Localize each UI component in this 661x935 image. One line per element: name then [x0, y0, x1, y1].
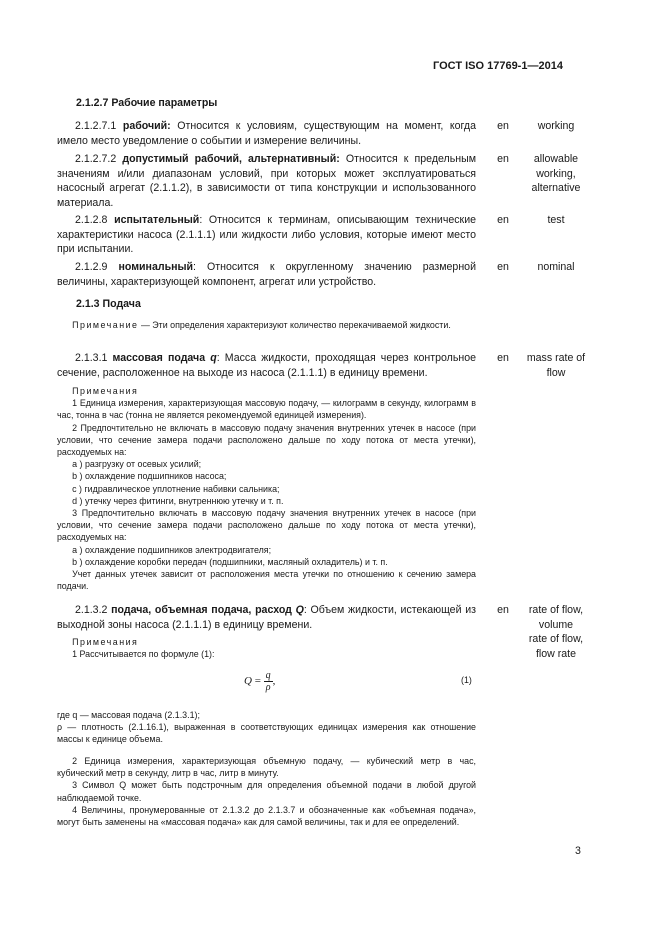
note-flow [57, 319, 476, 331]
formula-lhs: Q [244, 675, 252, 688]
entry-definition: : Относится к терминам, описывающим технические характеристики насоса (2.1.1.1) или жидкости либо условия, которые имеют место при испытании. [57, 214, 477, 256]
english-term: rate of flow, [528, 604, 584, 616]
lang-code: en [497, 604, 509, 616]
english-term: volume [538, 618, 574, 631]
entry-symbol: Q [295, 604, 304, 616]
note-2-item-c: c ) гидравлическое уплотнение набивки сальника; [72, 483, 280, 494]
entry-number: 2.1.2.9 [75, 261, 108, 273]
entry-number: 2.1.2.7.1 [75, 120, 117, 132]
note-3-item-a: а ) охлаждение подшипников электродвигателя; [72, 544, 272, 555]
where-q: где q — массовая подача (2.1.3.1); [57, 710, 200, 720]
entry-term: массовая подача [112, 352, 206, 364]
notes-rate-of-flow-cont [57, 755, 476, 828]
lang-code: en [497, 120, 509, 132]
formula-denominator: ρ [265, 682, 271, 693]
section-heading-2-1-2-7: 2.1.2.7 Рабочие параметры [76, 97, 218, 109]
entry-definition: : Масса жидкости, проходящая через контрольное сечение, расположенное на выходе из насоса (2.1.1.1) в единицу времени. [57, 352, 476, 379]
formula-number: (1) [461, 675, 472, 685]
english-terms [518, 603, 594, 661]
entry-nominal [57, 260, 476, 289]
note-2: 2 Предпочтительно не включать в массовую подачу значения внутренних утечек в насосе (при условии, что сечение замера подачи расположено дальше по ходу потока от места утечки), расходуемых на: [57, 422, 476, 458]
notes-label: Примечания [72, 637, 139, 647]
entry-term: допустимый рабочий, альтернативный: [122, 153, 340, 165]
entry-term: испытательный [114, 214, 200, 226]
formula-comma: , [272, 675, 276, 688]
entry-test [57, 213, 476, 257]
entry-term: рабочий: [122, 120, 171, 132]
note-3: 3 Символ Q может быть подстрочным для определения объемной подачи в любой другой наблюдаемой точке. [57, 780, 476, 803]
lang-code: en [497, 214, 509, 226]
note-3: 3 Предпочтительно включать в массовую подачу значения внутренних утечек в насосе (при условии, что сечение замера подачи расположено дальше по ходу потока от места утечки), расходуемых на: [57, 508, 476, 543]
entry-rate-of-flow [57, 603, 476, 632]
lang-code: en [497, 153, 509, 165]
english-term: flow rate [535, 647, 577, 660]
note-3-text: Учет данных утечек зависит от расположения места утечки по отношению к сечению замера подачи. [57, 569, 476, 592]
notes-rate-of-flow [57, 636, 476, 660]
note-4: 4 Величины, пронумерованные от 2.1.3.2 до 2.1.3.7 и обозначенные как «объемная подача», могут быть заменены на «массовая подача» как для самой величины, так и для ее определений. [57, 804, 476, 828]
entry-term: номинальный [118, 261, 194, 273]
entry-number: 2.1.2.7.2 [75, 153, 117, 165]
english-term: test [547, 214, 565, 226]
formula-fraction [264, 670, 273, 693]
formula-numerator: q [265, 670, 271, 681]
note-1: 1 Единица измерения, характеризующая массовую подачу, — килограмм в секунду, килограмм в час, тонна в час (тонна не является рекомендуемой единицей измерения). [57, 398, 476, 421]
entry-mass-rate [57, 351, 476, 380]
english-term: mass rate of flow [526, 352, 586, 379]
formula-equals: = [254, 675, 261, 688]
entry-definition: Относится к предельным значениям и/или диапазонам условий, при которых может эксплуатироваться насосный агрегат (2.1.1.2), в зависимости от типа конструкции и использованного материала. [57, 153, 476, 209]
entry-number: 2.1.2.8 [75, 214, 108, 226]
document-header: ГОСТ ISO 17769-1—2014 [433, 60, 563, 72]
note-text: — Эти определения характеризуют количество перекачиваемой жидкости. [138, 320, 451, 330]
english-term: working [537, 120, 575, 132]
entry-allowable-working [57, 152, 476, 210]
notes-label: Примечания [72, 386, 139, 396]
entry-working [57, 119, 476, 148]
notes-mass-rate [57, 385, 476, 592]
entry-definition: Относится к условиям, существующим на момент, когда имело место уведомление о событии и измерение величины. [57, 120, 476, 147]
where-rho: ρ — плотность (2.1.16.1), выраженная в соответствующих единицах измерения как отношение массы к единице объема. [57, 722, 476, 745]
entry-definition: : Относится к округленному значению размерной величины, характеризующей компонент, агрегат или устройство. [57, 261, 476, 288]
english-term: allowable working, alternative [531, 153, 581, 195]
section-heading-2-1-3: 2.1.3 Подача [76, 298, 141, 310]
note-label: Примечание [72, 320, 139, 330]
english-term: nominal [537, 261, 575, 273]
formula-1 [244, 670, 275, 693]
note-3-item-b: b ) охлаждение коробки передач (подшипники, масляный охладитель) и т. п. [72, 556, 388, 567]
note-2-item-a: а ) разгрузку от осевых усилий; [72, 459, 202, 470]
entry-term: подача, объемная подача, расход [111, 604, 292, 616]
lang-code: en [497, 352, 509, 364]
note-1: 1 Рассчитывается по формуле (1): [72, 649, 215, 660]
entry-symbol: q [210, 352, 217, 364]
note-2: 2 Единица измерения, характеризующая объемную подачу, — кубический метр в час, кубический метр в секунду, литр в час, литр в минуту. [57, 756, 476, 779]
formula-where [57, 709, 476, 746]
lang-code: en [497, 261, 509, 273]
english-term: rate of flow, [528, 633, 584, 646]
entry-number: 2.1.3.1 [75, 352, 108, 364]
note-2-item-b: b ) охлаждение подшипников насоса; [72, 471, 227, 482]
entry-definition: : Объем жидкости, истекающей из выходной зоны насоса (2.1.1.1) в единицу времени. [57, 604, 476, 631]
note-2-item-d: d ) утечку через фитинги, внутреннюю утечку и т. п. [72, 495, 284, 506]
page-number: 3 [575, 845, 581, 857]
entry-number: 2.1.3.2 [75, 604, 108, 616]
